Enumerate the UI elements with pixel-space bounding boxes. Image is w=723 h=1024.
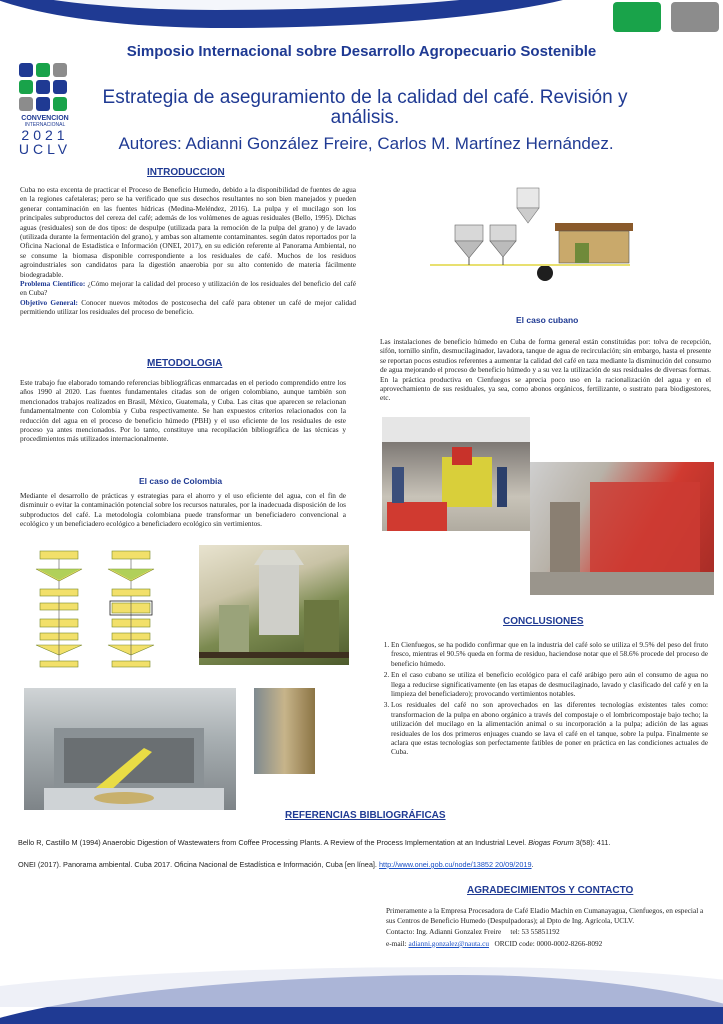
cuba-plant-diagram [425, 183, 635, 283]
problem-label: Problema Científico: [20, 279, 86, 289]
reference-2-text: ONEI (2017). Panorama ambiental. Cuba 2017. Oficina Nacional de Estadística e Información, Cuba [en línea]. [18, 860, 377, 869]
logo-square [53, 63, 67, 77]
conclusions-heading: CONCLUSIONES [503, 616, 584, 627]
ack-email-line [386, 939, 711, 949]
intro-text: Cuba no esta excenta de practicar el Proceso de Beneficio Humedo, debido a la disponibilidad de fuentes de agua en la regiones cafetaleras; pero se ha verificado que sus desechos resultantes no son bien manejados y pueden generar contaminación en las fuentes hídricas (Medina-Meléndez, 2016). La pulpa y el mucilago son los principales subproductos del cereza del café; además de los volúmenes de aguas residuales (Bello, 1995). Dichas aguas (residuales) son de dos tipos: de despulpe (utilizada para la remoción de la pulpa del grano) y de lavado (utilizada durante la fermentación del grano), y ambas son altamente contaminantes. según datos reportados por la Oficina Nacional de Estadística e Información (ONEI, 2017), en su edición referente al Panorama Ambiental, no se consume la biomasa disponible correspondiente a los residuales de café. Muchos de los residuos agroindustriales son candidatos para la digestión anaerobia por su alto contenido de materia fácilmente biodegradable. [20, 185, 356, 279]
logo-square [36, 63, 50, 77]
ack-heading: AGRADECIMIENTOS Y CONTACTO [467, 885, 634, 896]
ack-orcid: ORCID code: 0000-0002-8266-8092 [494, 938, 603, 948]
logo-square [19, 80, 33, 94]
reference-1-journal: Biogas Forum [528, 838, 574, 847]
ack-contact: Contacto: Ing. Adianni Gonzalez Freire tel: 53 55851192 [386, 927, 560, 937]
logo-square [53, 97, 67, 111]
objective-label: Objetivo General: [20, 297, 78, 307]
logo-line-1: CONVENCION [21, 115, 69, 122]
header-green-square [613, 2, 661, 32]
cuba-machinery-photo [530, 462, 714, 595]
grain-column-photo [254, 688, 315, 774]
conclusions-list [373, 640, 708, 759]
ack-email-link[interactable]: adianni.gonzalez@nauta.cu [408, 938, 489, 948]
processing-tank-photo [24, 688, 236, 810]
logo-line-3: 2021 [21, 127, 69, 143]
logo-line-4: UCLV [18, 141, 72, 157]
bottom-banner [0, 965, 723, 1024]
references-heading: REFERENCIAS BIBLIOGRÁFICAS [285, 810, 446, 821]
header-gray-square [671, 2, 719, 32]
cuba-body: Las instalaciones de beneficio húmedo en Cuba de forma general están constituidas por: tolva de recepción, sifón, tornillo sinfín, desmucilaginador, lavadora, tanque de agua de recirculación; sin embargo, hasta el presente se reportan pocos estudios referentes a aumentar la calidad del café en taza mediante la disminución del consumo de agua mejorando el proceso de beneficio húmedo y a su vez la utilización de sus residuales de diversas formas. En la práctica productiva en Cienfuegos se aprecia poco uso en la racionalización del agua y en el aprovechamiento de sus residuales, ya sea, como abonos orgánicos, fertilizante, o sustrato para biodigestores, etc. [380, 337, 711, 403]
colombia-body: Mediante el desarrollo de prácticas y estrategias para el ahorro y el uso eficiente del agua, con el fin de disminuir o evitar la contaminación potencial sobre los recursos naturales, por la inadecuada disposición de los subproductos del café. La metodología colombiana puede transformar un beneficiadero convencional a ecológico y un beneficiadero ecológico a beneficiadero ecológico sin vertimientos. [20, 491, 346, 529]
conclusion-item: 3. Los residuales del café no son aprovechados en las diferentes tecnologías existentes tales como: transformacion de la pulpa en abono orgánico a través del compostaje o el lombricompostaje bajo techo; la utilización del mucilago en la alimentación animal o su incorporación a la pulpa; adición de las aguas residuales de los dos primeros enjuages cuando se lava el café en el tanque, sobre la pulpa. Finalmente se aclara que estas tecnologías son perfectamente fatibles de poner en práctica en las condiciones actuales de Cuba. [391, 700, 708, 756]
poster-authors: Autores: Adianni González Freire, Carlos M. Martínez Hernández. [118, 134, 614, 153]
logo-square [53, 80, 67, 94]
intro-heading: INTRODUCCION [147, 167, 225, 178]
reference-1-text: Bello R, Castillo M (1994) Anaerobic Digestion of Wastewaters from Coffee Processing Plants. A Review of the Process Implementation at an Industrial Level. [18, 838, 527, 847]
convention-logo [14, 63, 76, 156]
problem-text: ¿Cómo mejorar la calidad del proceso y utilización de los residuales del beneficio del café en Cuba? [20, 279, 356, 298]
cuba-heading: El caso cubano [516, 315, 579, 325]
reference-2-link[interactable]: http://www.onei.gob.cu/node/13852 20/09/2019 [379, 860, 532, 869]
ack-email-label: e-mail: [386, 938, 407, 948]
logo-line-2: INTERNACIONAL [24, 122, 66, 128]
colombia-heading: El caso de Colombia [139, 476, 223, 486]
symposium-title: Simposio Internacional sobre Desarrollo Agropecuario Sostenible [126, 43, 597, 60]
logo-square [36, 97, 50, 111]
logo-square [19, 63, 33, 77]
method-heading: METODOLOGIA [147, 358, 223, 369]
intro-body [20, 185, 356, 317]
reference-2-tail: . [531, 860, 534, 869]
poster-title: Estrategia de aseguramiento de la calidad del café. Revisión y análisis. [102, 87, 628, 128]
ack-text: Primeramente a la Empresa Procesadora de Café Eladio Machin en Cumanayagua, Cienfuegos, en especial a sus Centros de Beneficio Humedo (Despulpadoras); al Dpto de Ing. Agrícola, UCLV. [386, 906, 704, 925]
method-body: Este trabajo fue elaborado tomando referencias bibliográficas enmarcadas en el periodo comprendido entre los años 1990 al 2020. Las fuentes fundamentales citadas son de origen colombiano, aunque también son mencionados trabajos realizados en Brasil, México, Guatemala, y Cuba. Las citas que aparecen se relacionan fundamentalmente con Colombia y Cuba respectivamente. Se han expuestos criterios relacionados con la reducción del agua en el proceso de beneficio húmedo (PBH) y el uso eficiente de los residuales de este proceso ya antes mencionados. Por lo tanto, constituye una recopilación bibliográfica de las técnicas y procedimientos más utilizados internacionalmente. [20, 378, 346, 444]
reference-2 [18, 860, 534, 869]
flowchart-figure [28, 545, 190, 675]
logo-square [19, 97, 33, 111]
conclusion-item: 1. En Cienfuegos, se ha podido confirmar que en la industria del café solo se utiliza el 9.5% del peso del fruto fresco, mientras el 90.5% queda en forma de residuo, haciendose notar que el 58.6% procede del proceso de beneficio húmedo. [391, 640, 708, 668]
reference-1-tail: 3(58): 411. [575, 838, 611, 847]
objective-text: Conocer nuevos métodos de postcosecha del café para obtener un café de mejor calidad permitiendo utilizar los residuales del proceso de beneficio. [20, 297, 357, 317]
ack-body [386, 906, 711, 950]
conclusion-item: 2. En el caso cubano se utiliza el beneficio ecológico para el café arábigo pero aún el consumo de agua no llega a reducirse significativamente (en las etapas de desmucilaginado, lavado y clasificado del café y en la limpieza del beneficiadero); provocando vertimientos notables. [391, 670, 708, 698]
logo-square [36, 80, 50, 94]
reference-1 [18, 838, 610, 847]
colombia-plant-photo [199, 545, 349, 665]
cuba-workers-photo [382, 417, 530, 531]
